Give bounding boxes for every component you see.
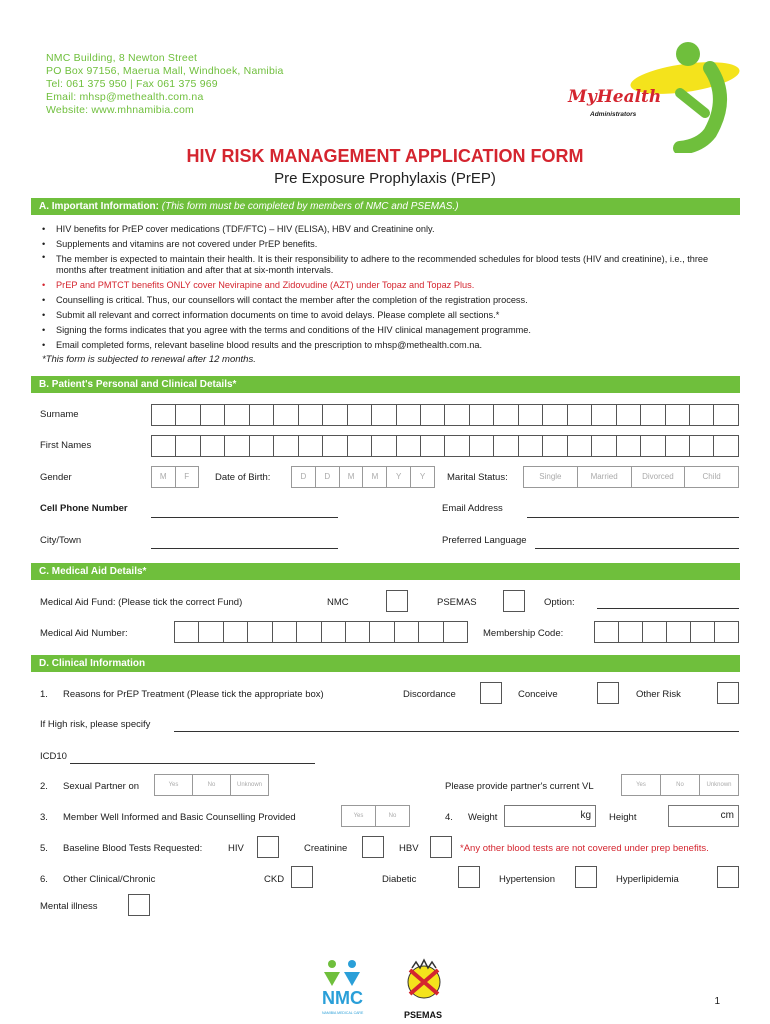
hiv-checkbox[interactable] xyxy=(257,836,279,858)
partner-vl-label: Please provide partner's current VL xyxy=(445,781,594,792)
counselling-options[interactable] xyxy=(341,805,410,827)
dob-cell[interactable]: Y xyxy=(387,466,411,488)
section-a-header xyxy=(31,198,740,215)
psemas-logo xyxy=(404,960,442,1020)
gender-option[interactable]: F xyxy=(176,466,200,488)
q6-label: Other Clinical/Chronic xyxy=(63,874,156,885)
membership-code-label: Membership Code: xyxy=(483,628,564,639)
yes-option[interactable]: Yes xyxy=(621,774,661,796)
membership-code-input[interactable] xyxy=(594,621,739,643)
surname-input[interactable] xyxy=(151,404,739,426)
form-title: HIV RISK MANAGEMENT APPLICATION FORM xyxy=(186,146,584,166)
kg-unit: kg xyxy=(580,810,591,821)
section-c-header xyxy=(31,563,740,580)
partner-vl-options[interactable] xyxy=(621,774,739,796)
hbv-label: HBV xyxy=(399,843,419,854)
no-option[interactable]: No xyxy=(376,805,410,827)
hyperlipidemia-checkbox[interactable] xyxy=(717,866,739,888)
renewal-note: *This form is subjected to renewal after 12 months. xyxy=(42,354,256,365)
info-bullet: • Submit all relevant and correct information documents on time to avoid delays. Please complete all sections.* xyxy=(38,308,738,323)
form-subtitle: Pre Exposure Prophylaxis (PrEP) xyxy=(274,170,496,187)
no-option[interactable]: No xyxy=(661,774,700,796)
info-bullet: • The member is expected to maintain their health. It is their responsibility to adhere to the recommended schedules for blood tests (HIV and creatinine), i.e., three months after treatment initiation and after that at six-month intervals. xyxy=(38,252,738,278)
marital-option[interactable]: Child xyxy=(685,466,739,488)
q1-label: Reasons for PrEP Treatment (Please tick the appropriate box) xyxy=(63,689,324,700)
info-bullet: • HIV benefits for PrEP cover medications (TDF/FTC) – HIV (ELISA), HBV and Creatinine only. xyxy=(38,222,738,237)
cm-unit: cm xyxy=(720,810,734,821)
icd10-label: ICD10 xyxy=(40,751,67,762)
high-risk-label: If High risk, please specify xyxy=(40,719,151,730)
marital-option[interactable]: Divorced xyxy=(632,466,686,488)
gender-label: Gender xyxy=(40,472,72,483)
section-d-title: D. Clinical Information xyxy=(39,658,146,669)
hypertension-label: Hypertension xyxy=(499,874,555,885)
discordance-label: Discordance xyxy=(403,689,456,700)
cell-phone-label: Cell Phone Number xyxy=(40,503,128,514)
nmc-label: NMC xyxy=(327,597,349,608)
psemas-label: PSEMAS xyxy=(437,597,477,608)
psemas-checkbox[interactable] xyxy=(503,590,525,612)
q6-number: 6. xyxy=(40,874,48,885)
first-names-input[interactable] xyxy=(151,435,739,457)
myhealth-logo xyxy=(560,38,740,153)
partner-treatment-options[interactable] xyxy=(154,774,269,796)
email-input[interactable] xyxy=(527,517,739,518)
nmc-checkbox[interactable] xyxy=(386,590,408,612)
gender-option[interactable]: M xyxy=(151,466,176,488)
ckd-label: CKD xyxy=(264,874,285,885)
address-line: PO Box 97156, Maerua Mall, Windhoek, Namibia xyxy=(46,65,284,77)
dob-cell[interactable]: D xyxy=(316,466,340,488)
height-label: Height xyxy=(609,812,637,823)
marital-option[interactable]: Married xyxy=(578,466,632,488)
q2-number: 2. xyxy=(40,781,48,792)
diabetic-label: Diabetic xyxy=(382,874,417,885)
dob-cell[interactable]: M xyxy=(363,466,387,488)
info-bullet: • Signing the forms indicates that you agree with the terms and conditions of the HIV clinical management programme. xyxy=(38,323,738,338)
logo-text: MyHealth xyxy=(568,87,662,107)
yes-option[interactable]: Yes xyxy=(154,774,193,796)
height-input[interactable] xyxy=(668,805,739,827)
medical-aid-number-input[interactable] xyxy=(174,621,468,643)
conceive-label: Conceive xyxy=(518,689,558,700)
dob-cell[interactable]: Y xyxy=(411,466,435,488)
unknown-option[interactable]: Unknown xyxy=(700,774,739,796)
hiv-label: HIV xyxy=(228,843,244,854)
nmc-logo-text: NMC xyxy=(322,988,363,1008)
marital-options[interactable] xyxy=(523,466,739,488)
icd10-input[interactable] xyxy=(70,763,315,764)
section-b-title: B. Patient's Personal and Clinical Details* xyxy=(39,379,237,390)
section-a-note: (This form must be completed by members of NMC and PSEMAS.) xyxy=(161,201,459,212)
section-a-title: A. Important Information: xyxy=(39,201,159,212)
no-option[interactable]: No xyxy=(193,774,231,796)
medical-aid-number-label: Medical Aid Number: xyxy=(40,628,128,639)
info-bullet: • Counselling is critical. Thus, our counsellors will contact the member after the completion of the registration process. xyxy=(38,293,738,308)
marital-option[interactable]: Single xyxy=(523,466,578,488)
dob-input[interactable] xyxy=(291,466,435,488)
other-risk-label: Other Risk xyxy=(636,689,681,700)
creatinine-label: Creatinine xyxy=(304,843,348,854)
address-line: NMC Building, 8 Newton Street xyxy=(46,52,198,64)
q2-label: Sexual Partner on xyxy=(63,781,140,792)
ckd-checkbox[interactable] xyxy=(291,866,313,888)
other-risk-checkbox[interactable] xyxy=(717,682,739,704)
option-input[interactable] xyxy=(597,608,739,609)
logo-subtext: Administrators xyxy=(590,111,637,118)
diabetic-checkbox[interactable] xyxy=(458,866,480,888)
city-input[interactable] xyxy=(151,548,338,549)
email-label: Email Address xyxy=(442,503,503,514)
language-input[interactable] xyxy=(535,548,739,549)
section-b-header xyxy=(31,376,740,393)
q5-label: Baseline Blood Tests Requested: xyxy=(63,843,203,854)
info-bullet: • PrEP and PMTCT benefits ONLY cover Nevirapine and Zidovudine (AZT) under Topaz and Topaz Plus. xyxy=(38,278,738,293)
address-line: Tel: 061 375 950 | Fax 061 375 969 xyxy=(46,78,218,90)
conceive-checkbox[interactable] xyxy=(597,682,619,704)
marital-label: Marital Status: xyxy=(447,472,508,483)
hypertension-checkbox[interactable] xyxy=(575,866,597,888)
dob-cell[interactable]: M xyxy=(340,466,364,488)
city-label: City/Town xyxy=(40,535,82,546)
info-bullet: • Email completed forms, relevant baseline blood results and the prescription to mhsp@methealth.com.na. xyxy=(38,338,738,353)
yes-option[interactable]: Yes xyxy=(341,805,376,827)
page-number: 1 xyxy=(714,996,720,1007)
q3-number: 3. xyxy=(40,812,48,823)
blood-tests-note: *Any other blood tests are not covered under prep benefits. xyxy=(460,843,709,854)
option-label: Option: xyxy=(544,597,575,608)
mental-illness-checkbox[interactable] xyxy=(128,894,150,916)
address-line: Website: www.mhnamibia.com xyxy=(46,104,194,116)
q4-number: 4. xyxy=(445,812,453,823)
address-line: Email: mhsp@methealth.com.na xyxy=(46,91,204,103)
discordance-checkbox[interactable] xyxy=(480,682,502,704)
hbv-checkbox[interactable] xyxy=(430,836,452,858)
company-address xyxy=(46,52,284,117)
creatinine-checkbox[interactable] xyxy=(362,836,384,858)
info-bullet: • Supplements and vitamins are not covered under PrEP benefits. xyxy=(38,237,738,252)
hyperlipidemia-label: Hyperlipidemia xyxy=(616,874,679,885)
unknown-option[interactable]: Unknown xyxy=(231,774,269,796)
q5-number: 5. xyxy=(40,843,48,854)
psemas-logo-text: PSEMAS xyxy=(404,1010,443,1020)
dob-cell[interactable]: D xyxy=(291,466,316,488)
surname-label: Surname xyxy=(40,409,79,420)
first-names-label: First Names xyxy=(40,440,92,451)
section-c-title: C. Medical Aid Details* xyxy=(39,566,147,577)
language-label: Preferred Language xyxy=(442,535,527,546)
cell-phone-input[interactable] xyxy=(151,517,338,518)
fund-label: Medical Aid Fund: (Please tick the correct Fund) xyxy=(40,597,243,608)
dob-label: Date of Birth: xyxy=(215,472,271,483)
mental-illness-label: Mental illness xyxy=(40,901,98,912)
gender-options[interactable] xyxy=(151,466,199,488)
high-risk-input[interactable] xyxy=(174,731,739,732)
nmc-logo xyxy=(322,960,364,1015)
weight-label: Weight xyxy=(468,812,498,823)
weight-input[interactable] xyxy=(504,805,596,827)
section-d-header xyxy=(31,655,740,672)
q1-number: 1. xyxy=(40,689,48,700)
important-info-list xyxy=(38,222,738,353)
footer-logos xyxy=(320,958,460,1020)
nmc-logo-subtext: NAMIBIA MEDICAL CARE xyxy=(322,1011,364,1015)
q3-label: Member Well Informed and Basic Counselling Provided xyxy=(63,812,296,823)
